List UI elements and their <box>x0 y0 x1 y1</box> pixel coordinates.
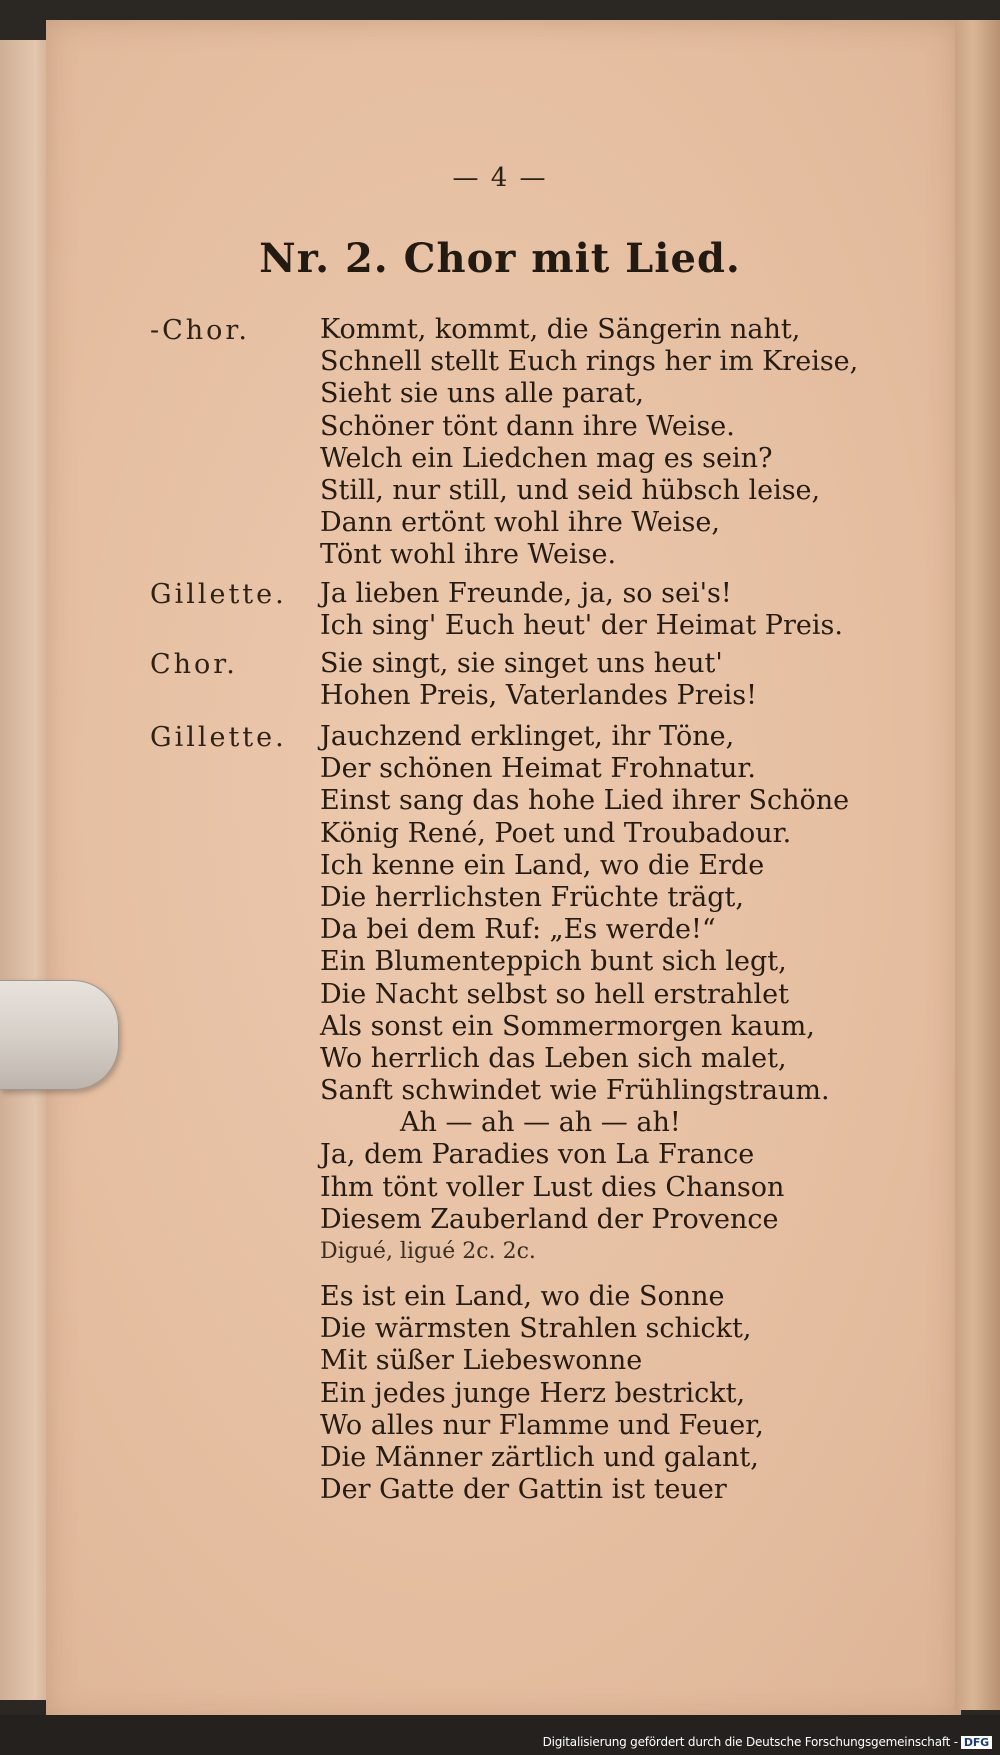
lyric-line: Sanft schwindet wie Frühlingstraum. <box>320 1075 830 1107</box>
lyric-line: Kommt, kommt, die Sängerin naht, <box>320 314 801 345</box>
lyric-line: Sie singt, sie singet uns heut' <box>320 648 723 679</box>
lyric-line: Digué, ligué 2c. 2c. <box>320 1239 536 1264</box>
dfg-logo: DFG <box>961 1736 992 1749</box>
lyric-line: Die herrlichsten Früchte trägt, <box>320 881 744 913</box>
lyric-line: Die Männer zärtlich und galant, <box>320 1441 759 1473</box>
footer-credit <box>543 1735 992 1749</box>
speaker-label: Chor. <box>150 649 238 680</box>
section-title: Nr. 2. Chor mit Lied. <box>259 235 741 282</box>
lyrics-block <box>320 721 849 1268</box>
lyric-line: Diesem Zauberland der Provence <box>320 1203 779 1235</box>
lyric-line: Wo alles nur Flamme und Feuer, <box>320 1409 764 1441</box>
lyric-line: Als sonst ein Sommermorgen kaum, <box>320 1010 815 1042</box>
page-clip-bookmark <box>0 980 119 1090</box>
lyric-line: Die Nacht selbst so hell erstrahlet <box>320 978 789 1010</box>
lyric-line: Schöner tönt dann ihre Weise. <box>320 410 735 442</box>
lyric-line: Ja lieben Freunde, ja, so sei's! <box>320 578 732 609</box>
page-number: — 4 — <box>452 163 548 193</box>
lyric-line: Jauchzend erklinget, ihr Töne, <box>320 721 735 752</box>
lyric-line: Ja, dem Paradies von La France <box>320 1139 755 1171</box>
lyric-line: Schnell stellt Euch rings her im Kreise, <box>320 346 859 378</box>
lyrics-block <box>320 314 858 572</box>
verse-two-block <box>320 1281 764 1506</box>
lyrics-block <box>320 648 757 712</box>
speaker-label: -Chor. <box>150 315 250 346</box>
lyric-line: Da bei dem Ruf: „Es werde!“ <box>320 914 716 946</box>
footer-credit-text: Digitalisierung gefördert durch die Deutsche Forschungsgemeinschaft - <box>542 1735 958 1749</box>
lyric-line: Der schönen Heimat Frohnatur. <box>320 753 756 785</box>
lyric-line: König René, Poet und Troubadour. <box>320 817 792 849</box>
lyric-line: Die wärmsten Strahlen schickt, <box>320 1313 752 1345</box>
speaker-label: Gillette. <box>150 579 287 610</box>
lyric-line: Tönt wohl ihre Weise. <box>320 539 617 571</box>
lyric-line: Ah — ah — ah — ah! <box>400 1107 681 1139</box>
lyric-line: Es ist ein Land, wo die Sonne <box>320 1281 725 1312</box>
lyric-line: Ich kenne ein Land, wo die Erde <box>320 849 765 881</box>
lyric-line: Ich sing' Euch heut' der Heimat Preis. <box>320 610 843 642</box>
lyric-line: Mit süßer Liebeswonne <box>320 1345 643 1377</box>
lyric-line: Sieht sie uns alle parat, <box>320 378 644 410</box>
lyrics-block <box>320 578 843 642</box>
lyric-line: Wo herrlich das Leben sich malet, <box>320 1042 787 1074</box>
lyric-line: Welch ein Liedchen mag es sein? <box>320 442 773 474</box>
speaker-label: Gillette. <box>150 722 287 753</box>
lyric-line: Still, nur still, und seid hübsch leise, <box>320 474 821 506</box>
lyric-line: Einst sang das hohe Lied ihrer Schöne <box>320 785 850 817</box>
lyric-line: Der Gatte der Gattin ist teuer <box>320 1474 727 1506</box>
lyric-line: Ihm tönt voller Lust dies Chanson <box>320 1171 785 1203</box>
footer-bar <box>0 1715 1000 1755</box>
lyric-line: Hohen Preis, Vaterlandes Preis! <box>320 680 757 712</box>
lyric-line: Dann ertönt wohl ihre Weise, <box>320 507 720 539</box>
lyric-line: Ein Blumenteppich bunt sich legt, <box>320 946 787 978</box>
lyric-line: Ein jedes junge Herz bestrickt, <box>320 1377 746 1409</box>
